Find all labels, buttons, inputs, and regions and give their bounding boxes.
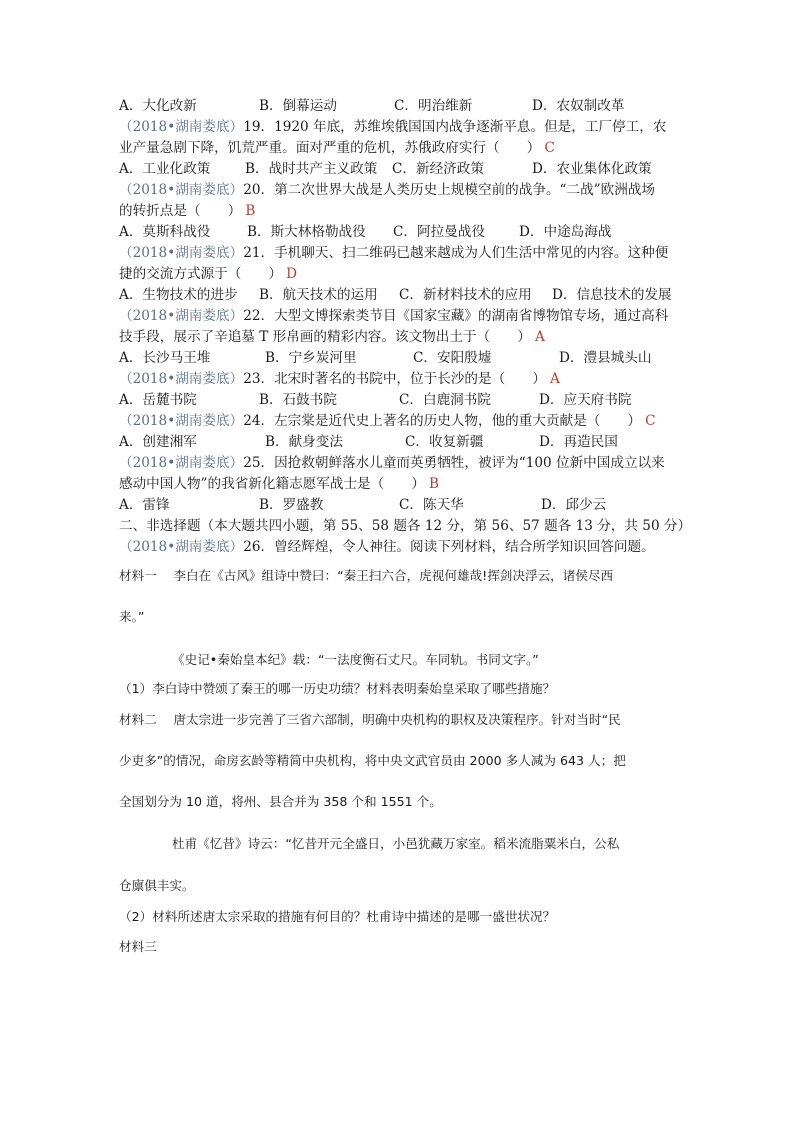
q25-answer: B (429, 476, 440, 492)
q23-option-c: C．白鹿洞书院 (399, 392, 491, 408)
q26-stem: （2018•湖南娄底）26．曾经辉煌，令人神往。阅读下列材料，结合所学知识回答问题。 (119, 539, 655, 555)
q24-source: （2018•湖南娄底） (119, 413, 244, 429)
q23-option-d: D．应天府书院 (539, 392, 632, 408)
q22-option-b: B．宁乡炭河里 (265, 350, 357, 366)
q24-stem-line1: （2018•湖南娄底）24．左宗棠是近代史上著名的历史人物，他的重大贡献是（ ） C (119, 413, 656, 429)
q24-option-a: A．创建湘军 (119, 434, 197, 450)
q24-option-d: D．再造民国 (539, 434, 618, 450)
q20-option-d: D．中途岛海战 (519, 224, 612, 240)
q24-option-c: C．收复新疆 (405, 434, 484, 450)
q19-stem-line1: （2018•湖南娄底）19．1920 年底，苏维埃俄国国内战争逐渐平息。但是，工厂停工，农 (119, 119, 667, 135)
q25-option-d: D．邱少云 (541, 497, 607, 513)
q19-option-c: C．新经济政策 (392, 161, 484, 177)
q23-option-a: A．岳麓书院 (119, 392, 197, 408)
q25-option-a: A．雷锋 (119, 497, 170, 513)
q20-option-a: A．莫斯科战役 (119, 224, 211, 240)
material3-label: 材料三 (119, 939, 157, 954)
q25-source: （2018•湖南娄底） (119, 455, 244, 471)
q20-option-b: B．斯大林格勒战役 (247, 224, 366, 240)
q21-answer: D (286, 266, 298, 282)
material2-line4: 杜甫《忆昔》诗云：“忆昔开元全盛日，小邑犹藏万家室。稻米流脂粟米白，公私 (172, 836, 620, 851)
q23-options (119, 390, 631, 410)
q22-source: （2018•湖南娄底） (119, 308, 244, 324)
material1-line2: 来。” (119, 609, 145, 624)
q23-stem-line1: （2018•湖南娄底）23．北宋时著名的书院中，位于长沙的是（ ） A (119, 371, 560, 387)
q21-option-c: C．新材料技术的应用 (399, 287, 532, 303)
material1-line3: 《史记•秦始皇本纪》载：“一法度衡石丈尺。车同轨。书同文字。” (172, 652, 539, 667)
q26-source: （2018•湖南娄底） (119, 539, 244, 555)
q19-stem-line2: 业产量急剧下降，饥荒严重。面对严重的危机，苏俄政府实行（ ） C (119, 140, 555, 156)
q18-option-b: B．倒幕运动 (259, 98, 337, 114)
q25-stem-line1: （2018•湖南娄底）25．因抢救朝鲜落水儿童而英勇牺牲，被评为“100 位新中国成立以来 (119, 455, 665, 471)
question2: （2）材料所述唐太宗采取的措施有何目的？杜甫诗中描述的是哪一盛世状况？ (119, 909, 556, 924)
q20-stem-line1: （2018•湖南娄底）20．第二次世界大战是人类历史上规模空前的战争。“二战”欧洲战场 (119, 182, 656, 198)
q18-option-d: D．农奴制改革 (532, 98, 625, 114)
question1: （1）李白诗中赞颂了秦王的哪一历史功绩？材料表明秦始皇采取了哪些措施？ (119, 681, 556, 696)
q18-option-c: C．明治维新 (394, 98, 473, 114)
material1-line1: 材料一 李白在《古风》组诗中赞曰：“秦王扫六合，虎视何雄哉!挥剑决浮云，诸侯尽西 (119, 568, 614, 583)
q22-option-a: A．长沙马王堆 (119, 350, 211, 366)
q19-option-a: A．工业化政策 (119, 161, 211, 177)
q25-options (119, 495, 606, 515)
q21-stem-line2: 捷的交流方式源于（ ） D (119, 266, 298, 282)
q21-option-a: A．生物技术的进步 (119, 287, 238, 303)
q21-option-b: B．航天技术的运用 (259, 287, 378, 303)
q22-option-d: D．澧县城头山 (559, 350, 652, 366)
q22-stem-line1: （2018•湖南娄底）22．大型文博探索类节目《国家宝藏》的湖南省博物馆专场，通过高科 (119, 308, 669, 324)
q19-source: （2018•湖南娄底） (119, 119, 244, 135)
q19-option-b: B．战时共产主义政策 (245, 161, 378, 177)
q25-option-b: B．罗盛教 (259, 497, 324, 513)
q23-answer: A (549, 371, 560, 387)
section2-title: 二、非选择题（本大题共四小题，第 55、58 题各 12 分，第 56、57 题各 13 分，共 50 分） (119, 518, 692, 534)
q22-answer: A (534, 329, 545, 345)
q24-options (119, 432, 618, 452)
q23-option-b: B．石鼓书院 (259, 392, 337, 408)
q19-options (119, 159, 652, 179)
q21-options (119, 285, 672, 305)
q22-options (119, 348, 651, 368)
q20-source: （2018•湖南娄底） (119, 182, 244, 198)
q19-answer: C (544, 140, 555, 156)
q21-option-d: D．信息技术的发展 (552, 287, 672, 303)
material2-line3: 全国划分为 10 道，将州、县合并为 358 个和 1551 个。 (119, 794, 442, 809)
q20-stem-line2: 的转折点是（ ） B (119, 203, 256, 219)
q21-stem-line1: （2018•湖南娄底）21．手机聊天、扫二维码已越来越成为人们生活中常见的内容。这种便 (119, 245, 669, 261)
q20-answer: B (245, 203, 256, 219)
q24-option-b: B．献身变法 (265, 434, 343, 450)
q22-option-c: C．安阳殷墟 (413, 350, 492, 366)
material2-line1: 材料二 唐太宗进一步完善了三省六部制，明确中央机构的职权及决策程序。针对当时“民 (119, 712, 621, 727)
q25-option-c: C．陈天华 (399, 497, 464, 513)
q20-options (119, 222, 611, 242)
q25-stem-line2: 感动中国人物”的我省新化籍志愿军战士是（ ） B (119, 476, 440, 492)
q24-answer: C (645, 413, 656, 429)
q22-stem-line2: 技手段，展示了辛追墓 T 形帛画的精彩内容。该文物出土于（ ） A (119, 329, 545, 345)
q18-option-a: A．大化改新 (119, 98, 197, 114)
material2-line2: 少吏多”的情况，命房玄龄等精简中央机构，将中央文武官员由 2000 多人减为 643 人；把 (119, 753, 626, 768)
q20-option-c: C．阿拉曼战役 (393, 224, 485, 240)
q21-source: （2018•湖南娄底） (119, 245, 244, 261)
q18-options (119, 96, 624, 116)
q23-source: （2018•湖南娄底） (119, 371, 244, 387)
material2-line5: 仓廪俱丰实。 (119, 878, 195, 893)
q19-option-d: D．农业集体化政策 (532, 161, 652, 177)
